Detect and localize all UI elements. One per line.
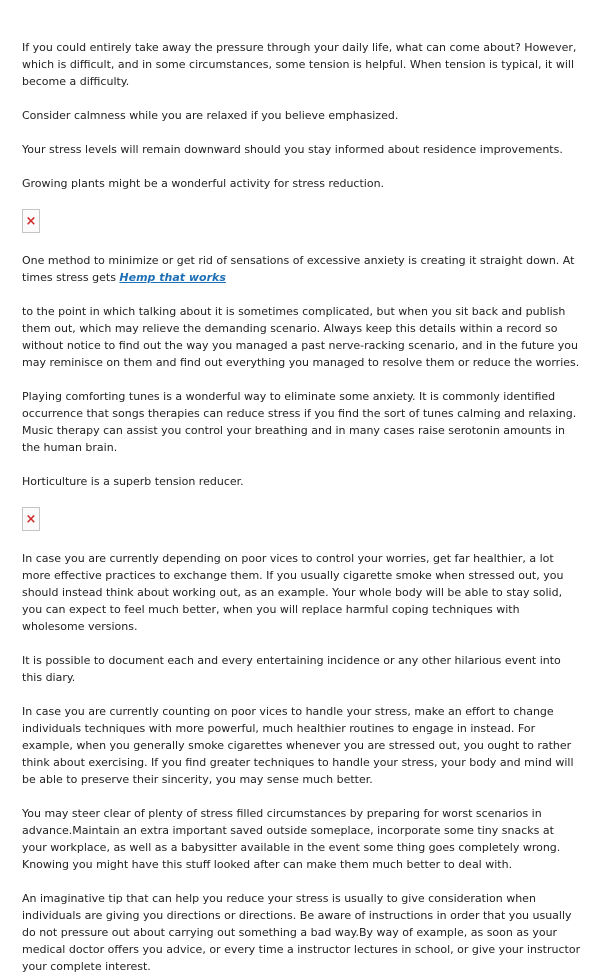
paragraph-5-text: One method to minimize or get rid of sensations of excessive anxiety is creating it straight down. At times stress gets (22, 254, 575, 284)
paragraph-3: Your stress levels will remain downward should you stay informed about residence improvements. (22, 143, 563, 156)
broken-image-2 (22, 507, 40, 531)
paragraph-7: Playing comforting tunes is a wonderful way to eliminate some anxiety. It is commonly identified occurrence that songs therapies can reduce stress if you find the sort of tunes calming and relaxing. Music therapy can assist you control your breathing and in many cases raise serotonin amounts in the human brain. (22, 390, 577, 454)
paragraph-11: In case you are currently counting on poor vices to handle your stress, make an effort to change individuals techniques with more powerful, much healthier routines to engage in instead. For example, when you generally smoke cigarettes whenever you are stressed out, you ought to rather think about exercising. If you find greater techniques to handle your stress, your body and mind will be able to preserve their sincerity, you may sense much better. (22, 705, 574, 786)
paragraph-12: You may steer clear of plenty of stress filled circumstances by preparing for worst scenarios in advance.Maintain an extra important saved outside someplace, incorporate some tiny snacks at your workplace, as well as a babysitter available in the event some thing goes completely wrong. Knowing you might have this stuff looked after can make them much better to deal with. (22, 807, 561, 871)
paragraph-4: Growing plants might be a wonderful activity for stress reduction. (22, 177, 385, 190)
broken-image-1 (22, 209, 40, 233)
paragraph-10: It is possible to document each and every entertaining incidence or any other hilarious event into this diary. (22, 654, 561, 684)
hemp-link[interactable]: Hemp that works (119, 271, 226, 284)
paragraph-1: If you could entirely take away the pressure through your daily life, what can come about? However, which is difficult, and in some circumstances, some tension is helpful. When tension is typical, it will become a difficulty. (22, 41, 577, 88)
paragraph-2: Consider calmness while you are relaxed if you believe emphasized. (22, 109, 399, 122)
paragraph-9: In case you are currently depending on poor vices to control your worries, get far healthier, a lot more effective practices to exchange them. If you usually cigarette smoke when stressed out, you should instead think about working out, as an example. Your whole body will be able to stay solid, you can expect to feel much better, when you will replace harmful coping techniques with wholesome versions. (22, 552, 564, 633)
broken-image-icon: × (25, 511, 37, 527)
paragraph-5 (22, 252, 582, 286)
broken-image-icon: × (25, 213, 37, 229)
paragraph-8: Horticulture is a superb tension reducer. (22, 475, 244, 488)
paragraph-13: An imaginative tip that can help you reduce your stress is usually to give consideration when individuals are giving you directions or directions. Be aware of instructions in order that you usually do not pressure out about carrying out something a bad way.By way of example, as soon as your medical doctor offers you advice, or every time a instructor lectures in school, or give your instructor your complete interest. (22, 892, 581, 973)
paragraph-6: to the point in which talking about it is sometimes complicated, but when you sit back and publish them out, which may relieve the demanding scenario. Always keep this details within a record so without notice to find out the way you managed a past nerve-racking scenario, and in the future you may reminisce on them and find out everything you managed to resolve them or reduce the worries. (22, 305, 580, 369)
